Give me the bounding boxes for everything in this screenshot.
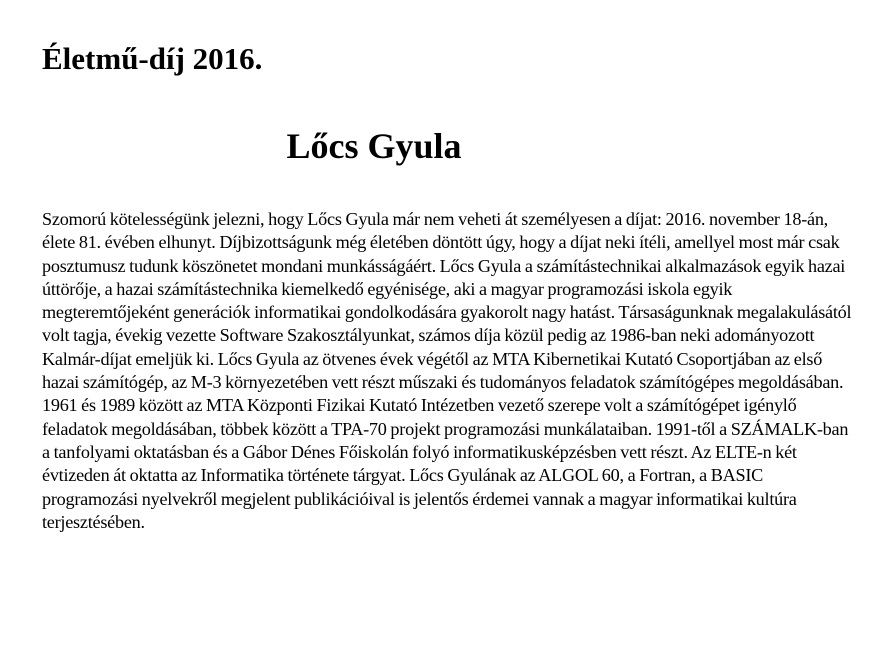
obituary-paragraph: Szomorú kötelességünk jelezni, hogy Lőcs Gyula már nem veheti át személyesen a díjat: 2016. november 18-án, élete 81. évében elhunyt. Díjbizottságunk még életében döntött úgy, hogy a díjat neki ítéli, amellyel most már csak posztumusz tudunk köszönetet mondani munkásságáért. Lőcs Gyula a számítástechnikai alkalmazások egyik hazai úttörője, a hazai számítástechnika kiemelkedő egyénisége, aki a magyar programozási iskola egyik megteremtőjeként generációk informatikai gondolkodására gyakorolt nagy hatást. Társaságunknak megalakulásától volt tagja, évekig vezette Software Szakosztályunkat, számos díja közül pedig az 1986-ban neki adományozott Kalmár-díjat emeljük ki. Lőcs Gyula az ötvenes évek végétől az MTA Kibernetikai Kutató Csoportjában az első hazai számítógép, az M-3 környezetében vett részt műszaki és tudományos feladatok számítógépes megoldásában. 1961 és 1989 között az MTA Központi Fizikai Kutató Intézetben vezető szerepe volt a számítógépet igénylő feladatok megoldásában, többek között a TPA-70 projekt programozási munkálataiban. 1991-től a SZÁMALK-ban a tanfolyami oktatásban és a Gábor Dénes Főiskolán folyó informatikusképzésben vett részt. Az ELTE-n két évtizeden át oktatta az Informatika története tárgyat. Lőcs Gyulának az ALGOL 60, a Fortran, a BASIC programozási nyelvekről megjelent publikációival is jelentős érdemei vannak a magyar informatikai kultúra terjesztésében. [42, 209, 852, 532]
award-title: Életmű-díj 2016. [42, 41, 263, 76]
person-name-heading: Lőcs Gyula [286, 126, 462, 166]
